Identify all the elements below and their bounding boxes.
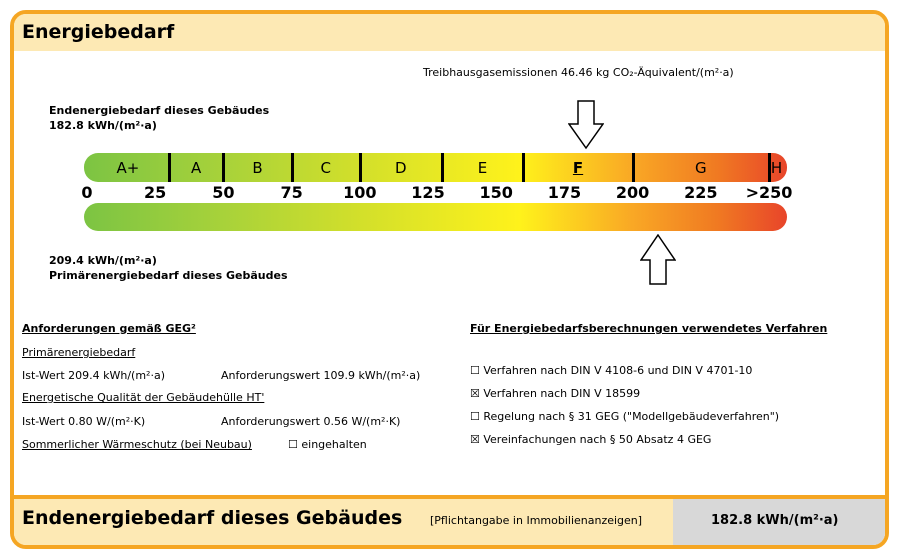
scale-tick-3: 75 xyxy=(280,183,303,202)
summer-value: eingehalten xyxy=(301,438,367,451)
method-item xyxy=(470,364,752,377)
energy-class-a: A xyxy=(190,159,202,177)
energy-class-f: F xyxy=(572,159,584,177)
class-separator-6 xyxy=(632,153,635,182)
energy-certificate-frame xyxy=(10,10,889,549)
energy-class-d: D xyxy=(394,159,407,177)
class-separator-5 xyxy=(522,153,525,182)
footer-value-box xyxy=(673,499,885,545)
quality-heading: Energetische Qualität der Gebäudehülle HT' xyxy=(22,391,265,404)
energy-class-h: H xyxy=(770,159,783,177)
energy-class-e: E xyxy=(477,159,488,177)
class-separator-4 xyxy=(441,153,444,182)
requirements-heading: Anforderungen gemäß GEG² xyxy=(22,322,196,335)
scale-tick-4: 100 xyxy=(343,183,377,202)
method-item xyxy=(470,410,779,423)
footer-note: [Pflichtangabe in Immobilienanzeigen] xyxy=(430,514,643,527)
energy-class-c: C xyxy=(320,159,331,177)
primaerenergie-value: 209.4 kWh/(m²·a) xyxy=(49,254,157,267)
scale-tick-5: 125 xyxy=(411,183,445,202)
scale-tick-8: 200 xyxy=(615,183,650,202)
method-label: Regelung nach § 31 GEG ("Modellgebäudeverfahren") xyxy=(483,410,780,423)
quality-anforderung: Anforderungswert 0.56 W/(m²·K) xyxy=(221,415,401,428)
energy-scale-bar-bottom xyxy=(84,203,787,231)
checkbox-icon: ☒ xyxy=(470,387,484,400)
scale-tick-6: 150 xyxy=(479,183,513,202)
endenergie-value: 182.8 kWh/(m²·a) xyxy=(49,119,157,132)
method-label: Verfahren nach DIN V 4108-6 und DIN V 4701-10 xyxy=(483,364,753,377)
endenergie-label: Endenergiebedarf dieses Gebäudes xyxy=(49,104,270,117)
class-separator-0 xyxy=(168,153,171,182)
scale-tick-0: 0 xyxy=(81,183,93,202)
method-item xyxy=(470,387,640,400)
page-title: Energiebedarf xyxy=(22,21,175,43)
checkbox-icon: ☒ xyxy=(470,433,484,446)
primary-anforderung: Anforderungswert 109.9 kWh/(m²·a) xyxy=(221,369,421,382)
header-bar xyxy=(14,14,885,51)
energy-class-b: B xyxy=(252,159,263,177)
method-label: Vereinfachungen nach § 50 Absatz 4 GEG xyxy=(483,433,712,446)
checkbox-icon: ☐ xyxy=(288,438,298,451)
footer-bar xyxy=(14,495,885,545)
footer-title: Endenergiebedarf dieses Gebäudes xyxy=(22,507,403,529)
footer-value: 182.8 kWh/(m²·a) xyxy=(711,513,839,528)
checkbox-icon: ☐ xyxy=(470,364,484,377)
class-separator-1 xyxy=(222,153,225,182)
summer-checkbox xyxy=(288,438,367,451)
quality-ist: Ist-Wert 0.80 W/(m²·K) xyxy=(22,415,146,428)
scale-tick-1: 25 xyxy=(144,183,167,202)
method-item xyxy=(470,433,711,446)
class-separator-3 xyxy=(359,153,362,182)
class-separator-2 xyxy=(291,153,294,182)
method-label: Verfahren nach DIN V 18599 xyxy=(483,387,641,400)
emissions-text: Treibhausgasemissionen 46.46 kg CO₂-Äquivalent/(m²·a) xyxy=(423,66,734,79)
summer-heading: Sommerlicher Wärmeschutz (bei Neubau) xyxy=(22,438,252,451)
energy-class-g: G xyxy=(694,159,707,177)
energy-class-a-plus: A+ xyxy=(116,159,140,177)
arrow-up-icon xyxy=(640,234,676,286)
arrow-down-icon xyxy=(568,100,604,150)
scale-tick-10: >250 xyxy=(745,183,793,202)
scale-tick-7: 175 xyxy=(547,183,582,202)
primaerenergie-label: Primärenergiebedarf dieses Gebäudes xyxy=(49,269,288,282)
scale-tick-2: 50 xyxy=(212,183,235,202)
primary-heading: Primärenergiebedarf xyxy=(22,346,136,359)
scale-tick-9: 225 xyxy=(684,183,718,202)
methods-heading: Für Energiebedarfsberechnungen verwendetes Verfahren xyxy=(470,322,828,335)
primary-ist: Ist-Wert 209.4 kWh/(m²·a) xyxy=(22,369,165,382)
checkbox-icon: ☐ xyxy=(470,410,484,423)
